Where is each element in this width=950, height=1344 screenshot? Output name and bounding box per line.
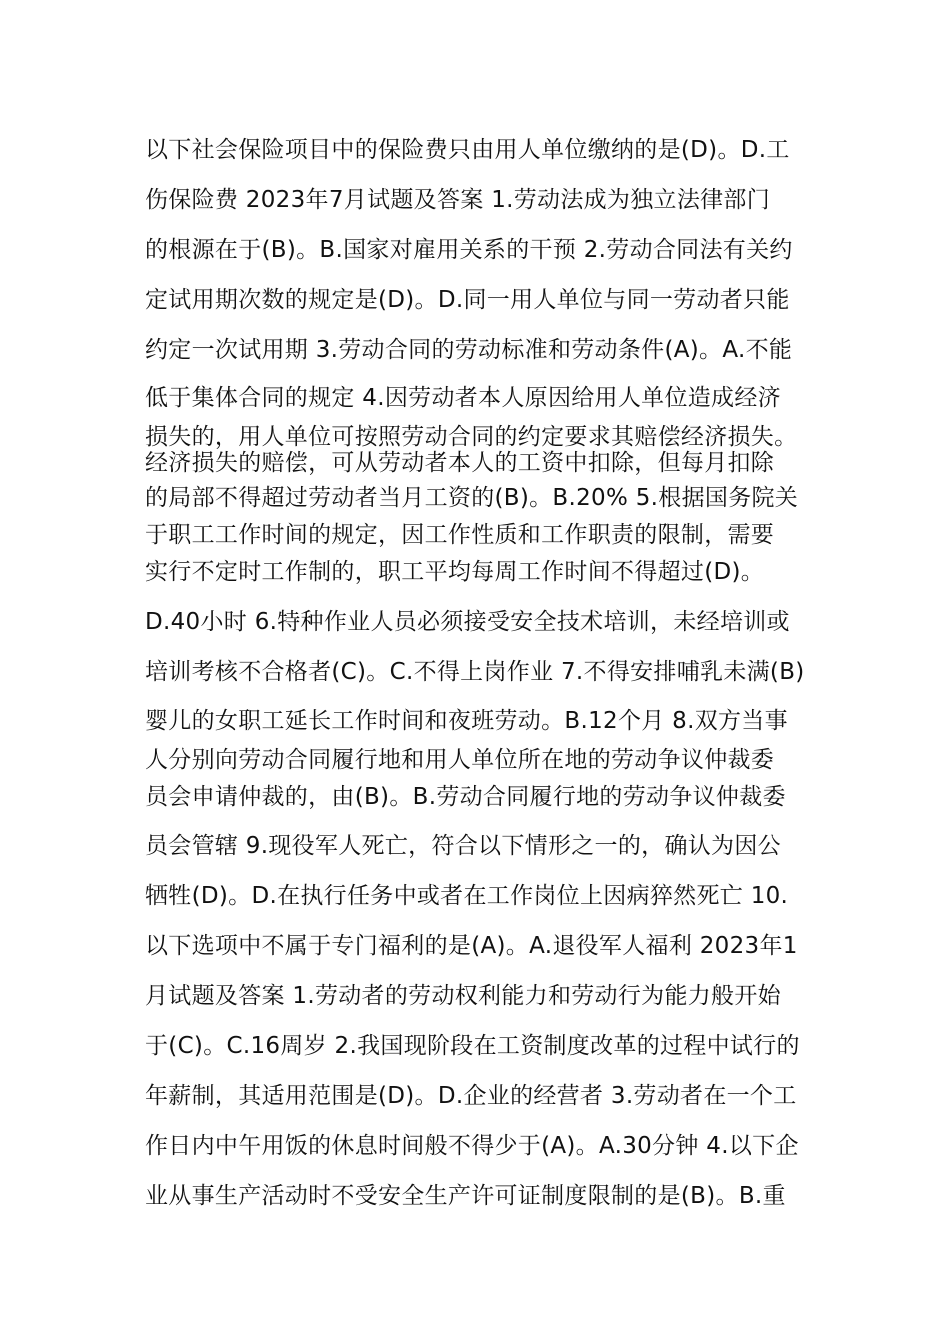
text-line: 实行不定时工作制的，职工平均每周工作时间不得超过(D)。 (145, 559, 765, 585)
text-line: 作日内中午用饭的休息时间般不得少于(A)。A.30分钟 4.以下企 (145, 1133, 799, 1159)
text-line: 损失的，用人单位可按照劳动合同的约定要求其赔偿经济损失。 (145, 424, 798, 450)
text-line: 以下社会保险项目中的保险费只由用人单位缴纳的是(D)。D.工 (145, 137, 790, 163)
text-line: 定试用期次数的规定是(D)。D.同一用人单位与同一劳动者只能 (145, 287, 790, 313)
text-line: D.40小时 6.特种作业人员必须接受安全技术培训，未经培训或 (145, 609, 790, 635)
text-line: 年薪制，其适用范围是(D)。D.企业的经营者 3.劳动者在一个工 (145, 1083, 797, 1109)
text-line: 于职工工作时间的规定，因工作性质和工作职责的限制，需要 (145, 522, 775, 548)
text-line: 经济损失的赔偿，可从劳动者本人的工资中扣除，但每月扣除 (145, 450, 775, 476)
text-line: 业从事生产活动时不受安全生产许可证制度限制的是(B)。B.重 (145, 1183, 786, 1209)
text-line: 的局部不得超过劳动者当月工资的(B)。B.20% 5.根据国务院关 (145, 485, 799, 511)
text-line: 培训考核不合格者(C)。C.不得上岗作业 7.不得安排哺乳未满(B) (145, 659, 805, 685)
text-line: 员会申请仲裁的，由(B)。B.劳动合同履行地的劳动争议仲裁委 (145, 784, 786, 810)
text-line: 低于集体合同的规定 4.因劳动者本人原因给用人单位造成经济 (145, 385, 781, 411)
text-line: 牺牲(D)。D.在执行任务中或者在工作岗位上因病猝然死亡 10. (145, 883, 789, 909)
text-line: 约定一次试用期 3.劳动合同的劳动标准和劳动条件(A)。A.不能 (145, 337, 793, 363)
text-line: 伤保险费 2023年7月试题及答案 1.劳动法成为独立法律部门 (145, 187, 771, 213)
text-line: 的根源在于(B)。B.国家对雇用关系的干预 2.劳动合同法有关约 (145, 237, 793, 263)
text-line: 月试题及答案 1.劳动者的劳动权利能力和劳动行为能力般开始 (145, 983, 781, 1009)
text-line: 于(C)。C.16周岁 2.我国现阶段在工资制度改革的过程中试行的 (145, 1033, 800, 1059)
text-line: 员会管辖 9.现役军人死亡，符合以下情形之一的，确认为因公 (145, 833, 781, 859)
text-line: 人分别向劳动合同履行地和用人单位所在地的劳动争议仲裁委 (145, 747, 775, 773)
text-line: 婴儿的女职工延长工作时间和夜班劳动。B.12个月 8.双方当事 (145, 708, 788, 734)
text-line: 以下选项中不属于专门福利的是(A)。A.退役军人福利 2023年1 (145, 933, 798, 959)
